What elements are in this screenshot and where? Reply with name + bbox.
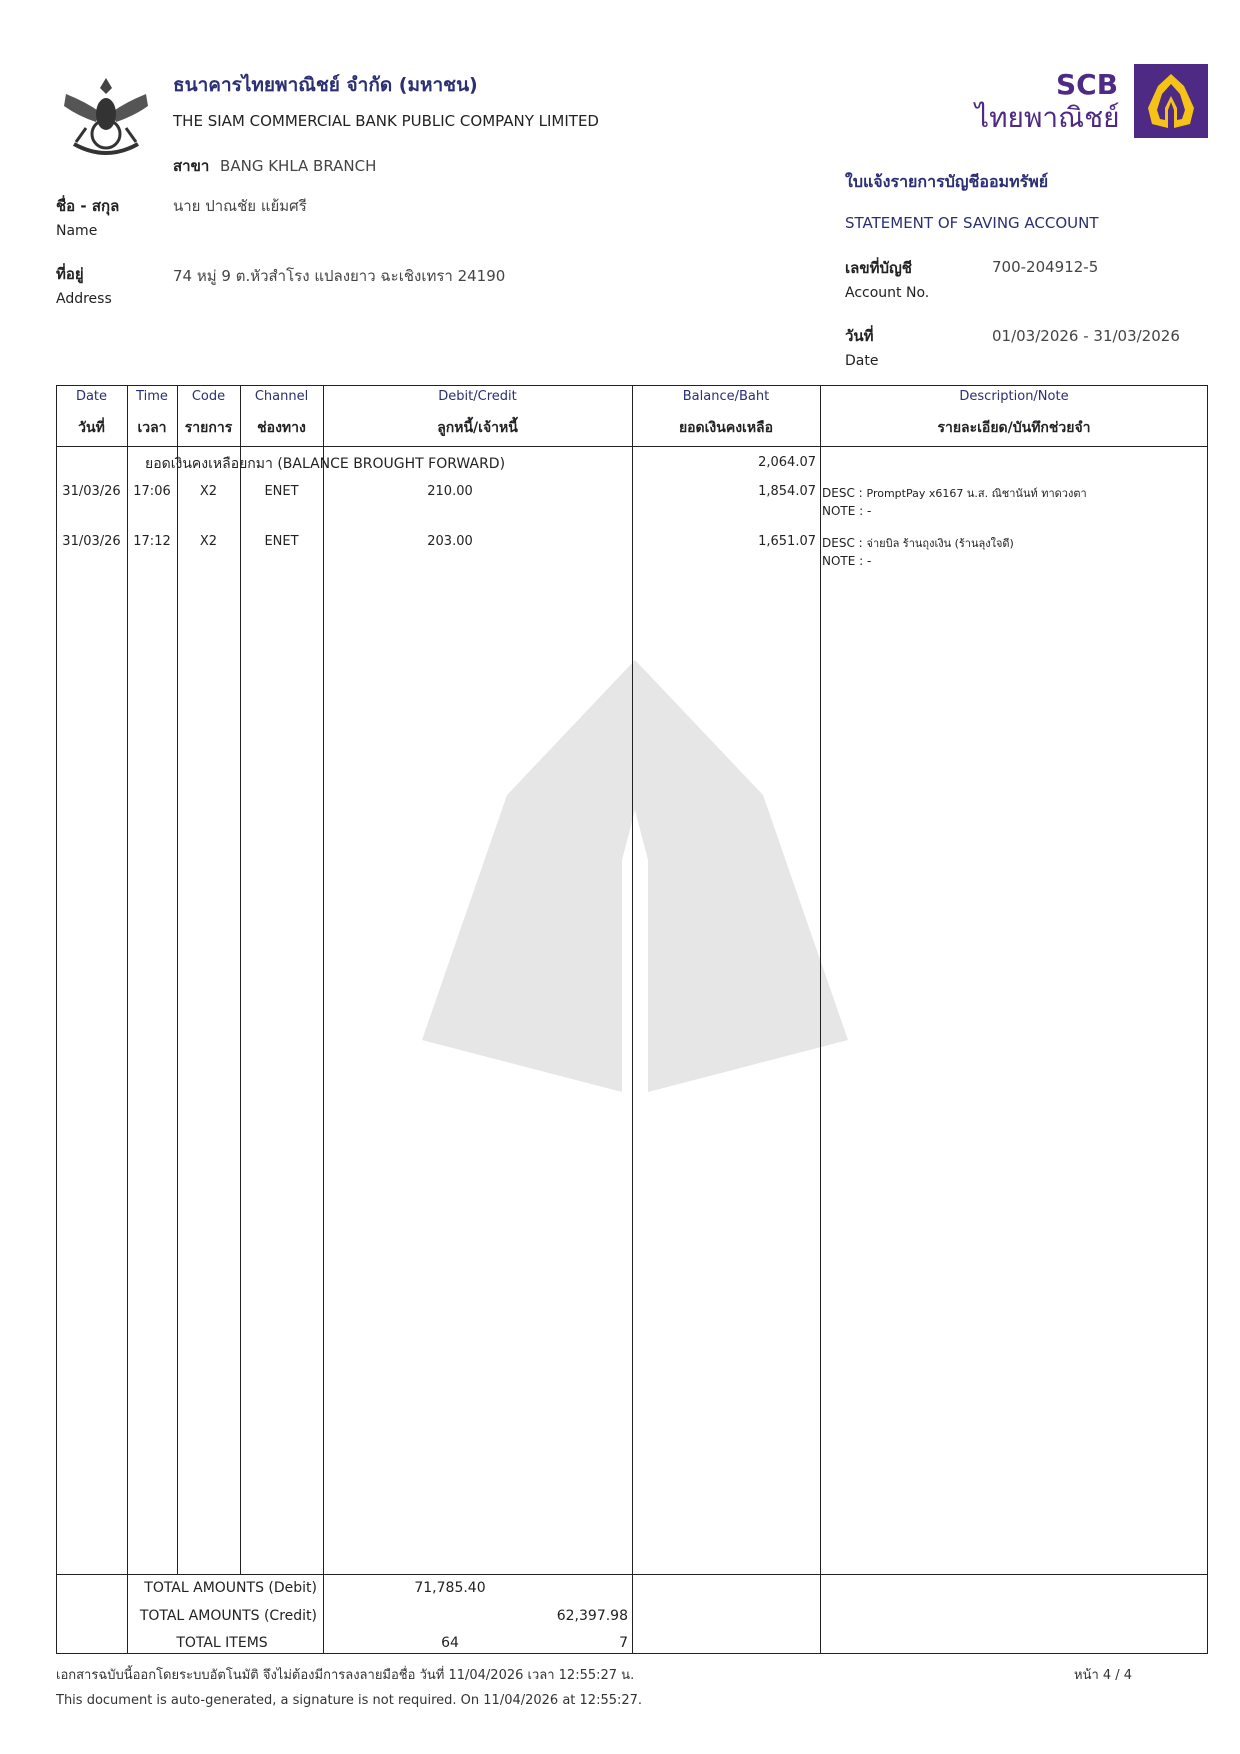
logo-text-th: ไทยพาณิชย์ xyxy=(975,101,1120,134)
col-header-description-th: รายละเอียด/บันทึกช่วยจำ xyxy=(937,420,1091,436)
date-label-th: วันที่ xyxy=(845,327,874,345)
desc-text: PromptPay x6167 น.ส. ณิชานันท์ ทาดวงตา xyxy=(866,487,1087,500)
logo-text-en: SCB xyxy=(1056,68,1119,101)
desc-text: จ่ายบิล ร้านถุงเงิน (ร้านลุงใจดี) xyxy=(866,537,1014,550)
row-balance: 1,854.07 xyxy=(758,484,816,499)
row-description xyxy=(822,484,1087,502)
name-label-en: Name xyxy=(56,223,98,239)
row-time: 17:12 xyxy=(133,534,171,549)
row-amount: 203.00 xyxy=(427,534,473,549)
col-line xyxy=(632,385,633,1654)
brought-forward-label: ยอดเงินคงเหลือยกมา (BALANCE BROUGHT FORWARD) xyxy=(145,456,506,472)
col-line xyxy=(177,385,178,1574)
total-debit-label: TOTAL AMOUNTS (Debit) xyxy=(144,1580,317,1596)
row-date: 31/03/26 xyxy=(62,534,121,549)
row-time: 17:06 xyxy=(133,484,171,499)
row-channel: ENET xyxy=(264,484,299,499)
desc-label: DESC : xyxy=(822,536,863,550)
col-header-date-en: Date xyxy=(75,389,108,404)
branch-value: BANG KHLA BRANCH xyxy=(220,157,377,175)
col-header-code-th: รายการ xyxy=(184,420,233,436)
total-items-debit: 64 xyxy=(441,1635,459,1651)
col-header-channel-en: Channel xyxy=(254,389,309,404)
col-header-code-en: Code xyxy=(191,389,226,404)
name-label-th: ชื่อ - สกุล xyxy=(56,197,120,215)
garuda-emblem-icon xyxy=(56,72,156,162)
col-line xyxy=(820,385,821,1654)
col-header-channel-th: ช่องทาง xyxy=(257,420,306,436)
total-credit-label: TOTAL AMOUNTS (Credit) xyxy=(139,1608,317,1624)
row-channel: ENET xyxy=(264,534,299,549)
total-items-label: TOTAL ITEMS xyxy=(176,1635,268,1651)
address-label-en: Address xyxy=(56,291,112,307)
desc-label: DESC : xyxy=(822,486,863,500)
statement-title-th: ใบแจ้งรายการบัญชีออมทรัพย์ xyxy=(845,172,1049,191)
row-description xyxy=(822,534,1014,552)
row-note: NOTE : - xyxy=(822,554,872,568)
row-note: NOTE : - xyxy=(822,504,872,518)
total-credit-value: 62,397.98 xyxy=(556,1608,628,1624)
row-amount: 210.00 xyxy=(427,484,473,499)
col-header-balance-th: ยอดเงินคงเหลือ xyxy=(678,420,774,436)
col-header-debit-credit-th: ลูกหนี้/เจ้าหนี้ xyxy=(437,420,518,436)
account-label-th: เลขที่บัญชี xyxy=(845,259,912,277)
branch-row xyxy=(173,154,376,178)
col-line xyxy=(323,385,324,1574)
account-value: 700-204912-5 xyxy=(992,258,1099,276)
scb-logo-icon xyxy=(1134,64,1208,138)
row-code: X2 xyxy=(199,534,218,549)
branch-label: สาขา xyxy=(173,157,210,175)
col-header-time-th: เวลา xyxy=(137,420,167,436)
col-header-balance-en: Balance/Baht xyxy=(682,389,770,404)
row-balance: 1,651.07 xyxy=(758,534,816,549)
page-number: หน้า 4 / 4 xyxy=(1074,1668,1133,1683)
date-label-en: Date xyxy=(845,353,879,369)
col-header-time-en: Time xyxy=(136,389,168,404)
bank-name-en: THE SIAM COMMERCIAL BANK PUBLIC COMPANY LIMITED xyxy=(173,112,599,130)
col-header-debit-credit-en: Debit/Credit xyxy=(438,389,517,404)
date-value: 01/03/2026 - 31/03/2026 xyxy=(992,327,1180,345)
account-label-en: Account No. xyxy=(845,285,930,301)
row-code: X2 xyxy=(199,484,218,499)
row-date: 31/03/26 xyxy=(62,484,121,499)
footer-note-en: This document is auto-generated, a signature is not required. On 11/04/2026 at 12:55:27. xyxy=(56,1693,643,1708)
col-header-description-en: Description/Note xyxy=(959,389,1069,404)
address-label-th: ที่อยู่ xyxy=(56,265,84,283)
total-debit-value: 71,785.40 xyxy=(414,1580,486,1596)
bank-name-th: ธนาคารไทยพาณิชย์ จำกัด (มหาชน) xyxy=(173,74,478,96)
name-value: นาย ปาณชัย แย้มศรี xyxy=(173,197,307,215)
brought-forward-balance: 2,064.07 xyxy=(758,455,816,470)
address-value: 74 หมู่ 9 ต.หัวสำโรง แปลงยาว ฉะเชิงเทรา 24190 xyxy=(173,267,506,285)
col-line xyxy=(127,385,128,1574)
col-line xyxy=(240,385,241,1574)
statement-title-en: STATEMENT OF SAVING ACCOUNT xyxy=(845,214,1099,232)
col-header-date-th: วันที่ xyxy=(78,420,105,436)
total-items-credit: 7 xyxy=(619,1635,628,1651)
footer-note-th: เอกสารฉบับนี้ออกโดยระบบอัตโนมัติ จึงไม่ต้องมีการลงลายมือชื่อ วันที่ 11/04/2026 เวลา 12:55:27 น. xyxy=(56,1668,635,1683)
